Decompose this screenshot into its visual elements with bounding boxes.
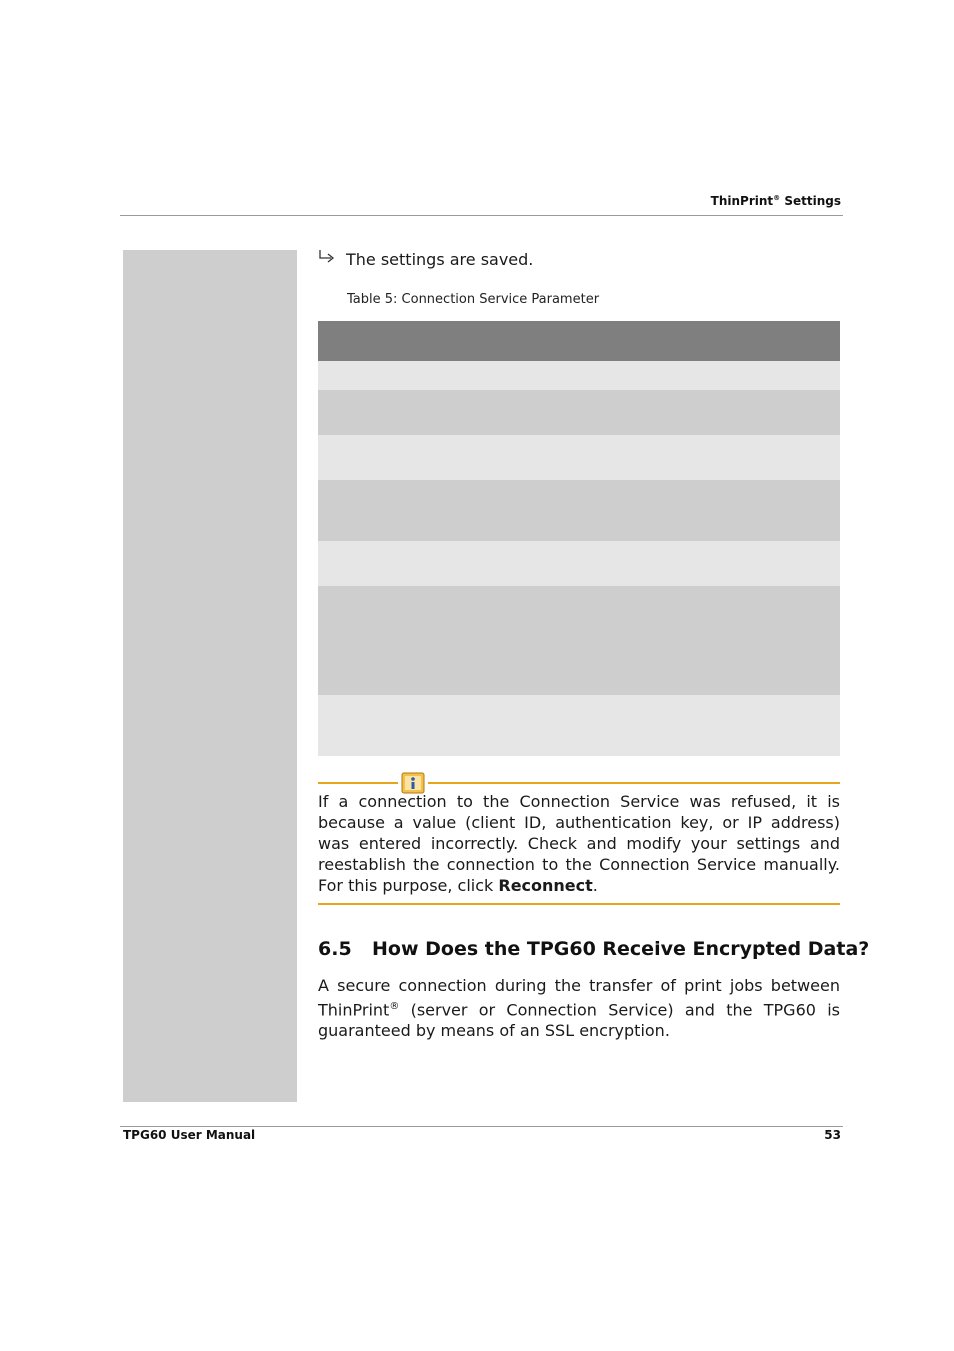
section-title: How Does the TPG60 Receive Encrypted Data?: [372, 938, 870, 960]
info-note: [318, 770, 840, 906]
table-row: [318, 480, 840, 541]
section-heading: [318, 938, 869, 960]
reconnect-keyword: Reconnect: [498, 876, 593, 895]
parameter-table: [318, 321, 840, 756]
table-header-row: [318, 321, 840, 361]
info-text: If a connection to the Connection Service was refused, it is because a value (client ID, authentication key, or IP address) was entered incorrectly. Check and modify your settings and reestablish the connection to the Connection Service manually. For this purpose, click Reconnect.: [318, 792, 840, 895]
table-row: [318, 541, 840, 586]
table-row: [318, 390, 840, 435]
info-rule-bottom: [318, 903, 840, 905]
table-row: [318, 695, 840, 756]
result-text: The settings are saved.: [346, 250, 534, 269]
result-arrow-icon: [318, 249, 340, 269]
body-paragraph: A secure connection during the transfer of print jobs between ThinPrint® (server or Connection Service) and the TPG60 is guaranteed by means of an SSL encryption.: [318, 976, 840, 1041]
footer-doc-title: TPG60 User Manual: [123, 1128, 256, 1142]
result-line: [318, 249, 533, 269]
table-caption: Table 5: Connection Service Parameter: [347, 292, 600, 307]
section-number: 6.5: [318, 938, 352, 960]
info-rule-top: [428, 782, 840, 784]
page-number: 53: [824, 1128, 841, 1142]
header-rule: [120, 215, 843, 216]
info-rule-top: [318, 782, 398, 784]
running-header: ThinPrint® Settings: [710, 194, 841, 208]
table-row: [318, 586, 840, 695]
table-row: [318, 435, 840, 480]
margin-sidebar: [123, 250, 297, 1102]
table-row: [318, 361, 840, 390]
footer-rule: [120, 1126, 843, 1127]
